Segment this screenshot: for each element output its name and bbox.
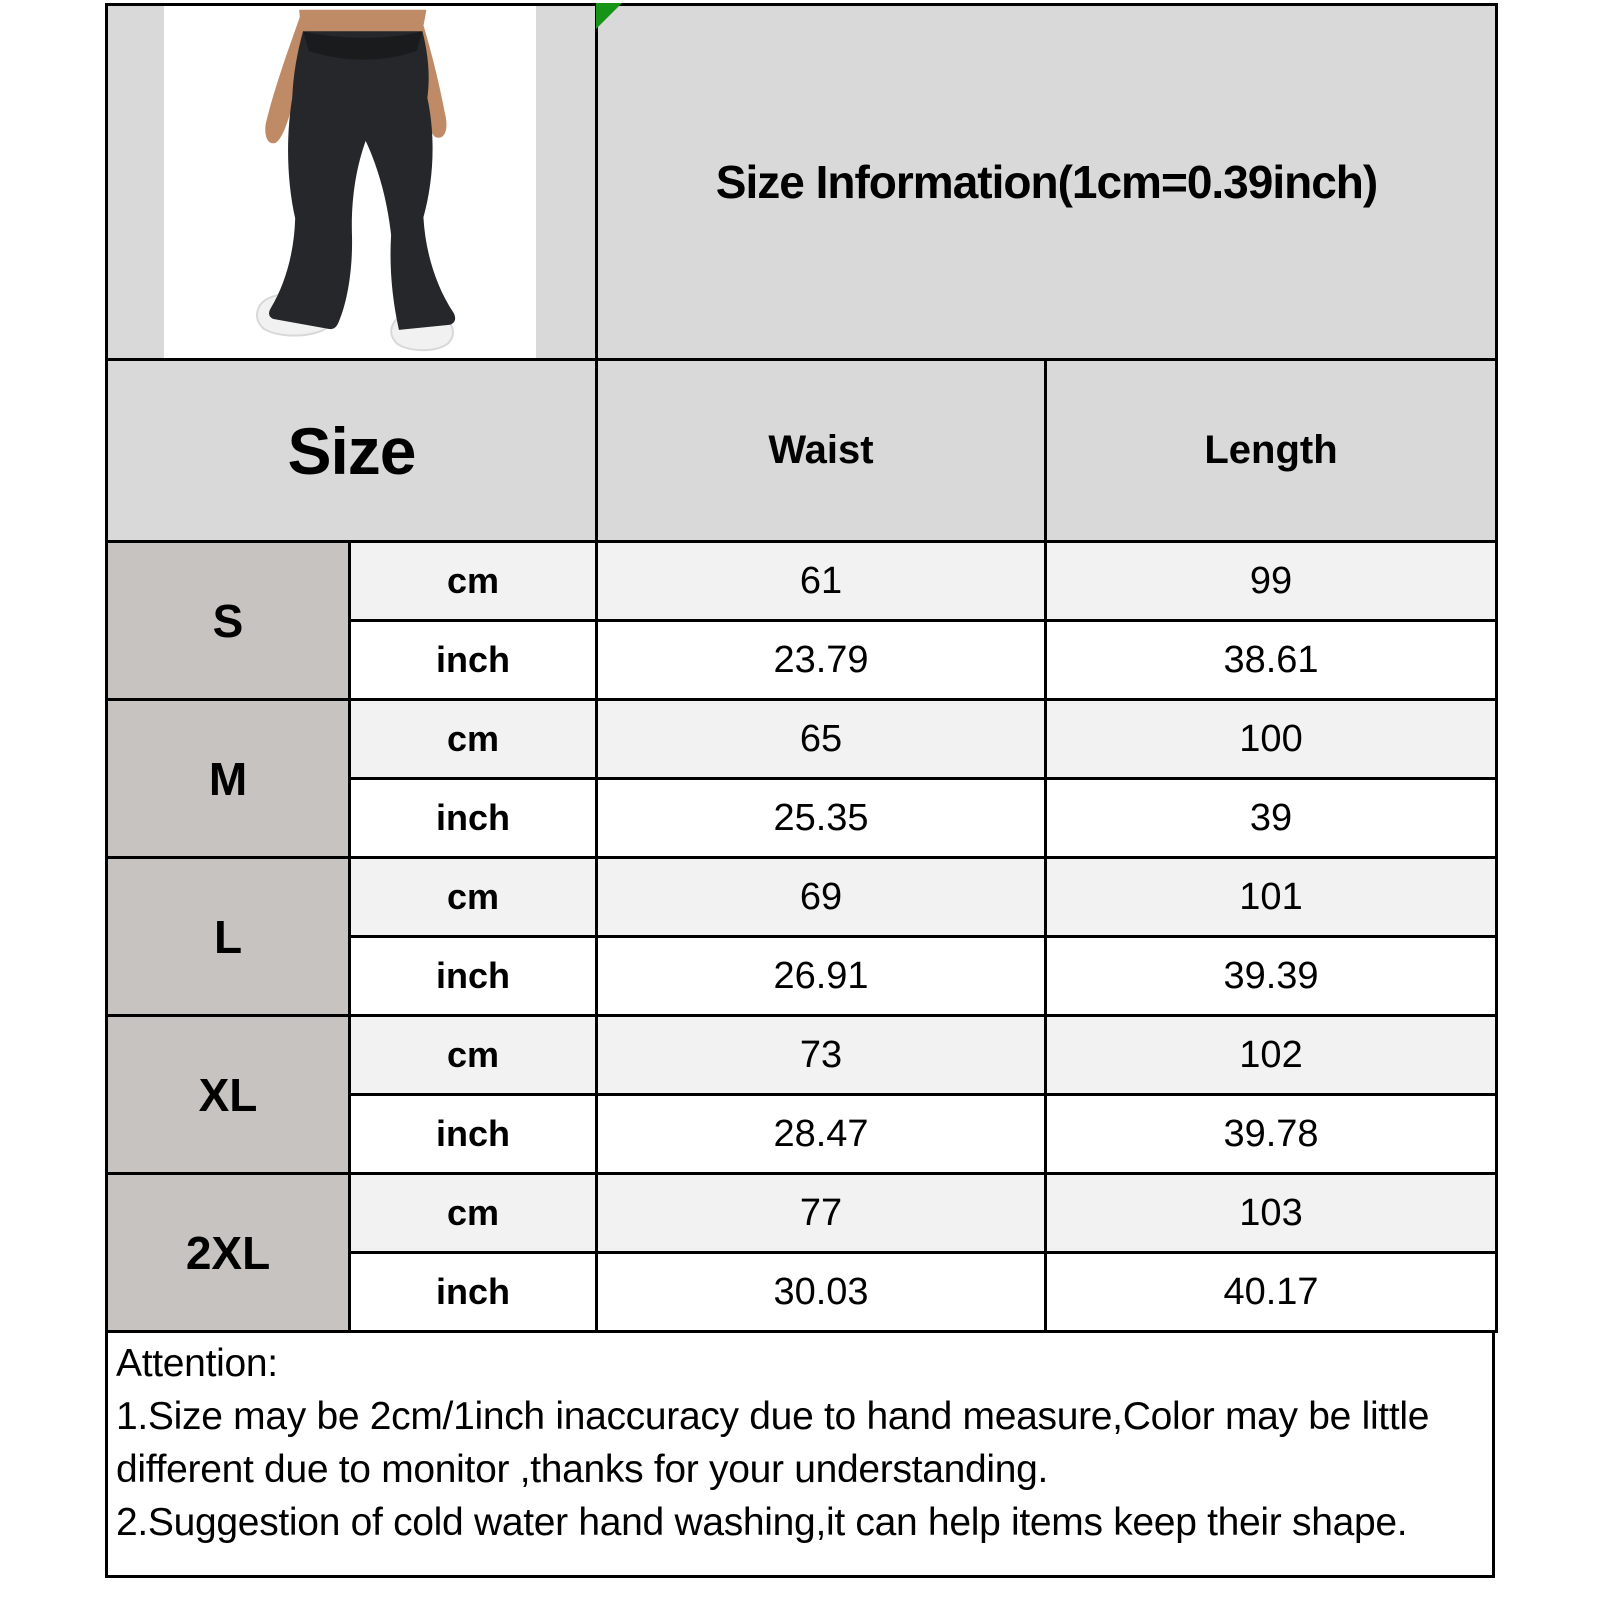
unit-label-cm: cm <box>350 858 597 937</box>
waist-cm-value: 61 <box>597 542 1046 621</box>
length-cm-value: 100 <box>1046 700 1497 779</box>
waist-cm-value: 73 <box>597 1016 1046 1095</box>
unit-label-inch: inch <box>350 1095 597 1174</box>
size-chart-table <box>105 3 1498 1333</box>
attention-note-2: 2.Suggestion of cold water hand washing,it can help items keep their shape. <box>116 1501 1408 1545</box>
green-triangle-marker-icon <box>596 3 622 29</box>
title-cell <box>597 5 1497 360</box>
size-label-m: M <box>107 700 350 858</box>
waist-cm-value: 69 <box>597 858 1046 937</box>
attention-heading: Attention: <box>116 1342 278 1385</box>
length-inch-value: 38.61 <box>1046 621 1497 700</box>
header-row <box>107 360 1497 542</box>
column-header-waist: Waist <box>597 360 1046 542</box>
length-inch-value: 39.39 <box>1046 937 1497 1016</box>
length-inch-value: 39 <box>1046 779 1497 858</box>
length-cm-value: 101 <box>1046 858 1497 937</box>
unit-label-inch: inch <box>350 779 597 858</box>
size-info-title: Size Information(1cm=0.39inch) <box>715 156 1378 208</box>
size-label-l: L <box>107 858 350 1016</box>
waist-cm-value: 65 <box>597 700 1046 779</box>
top-row <box>107 5 1497 360</box>
length-cm-value: 99 <box>1046 542 1497 621</box>
flare-leggings-illustration <box>164 6 536 358</box>
waist-inch-value: 26.91 <box>597 937 1046 1016</box>
attention-note-1: 1.Size may be 2cm/1inch inaccuracy due to hand measure,Color may be little different due to monitor ,thanks for your understanding. <box>116 1395 1430 1492</box>
size-label-s: S <box>107 542 350 700</box>
length-inch-value: 40.17 <box>1046 1253 1497 1332</box>
waist-inch-value: 28.47 <box>597 1095 1046 1174</box>
unit-label-inch: inch <box>350 937 597 1016</box>
waist-inch-value: 23.79 <box>597 621 1046 700</box>
table-row-s-cm <box>107 542 1497 621</box>
waist-inch-value: 30.03 <box>597 1253 1046 1332</box>
length-inch-value: 39.78 <box>1046 1095 1497 1174</box>
attention-section <box>105 1333 1495 1578</box>
unit-label-cm: cm <box>350 542 597 621</box>
waist-inch-value: 25.35 <box>597 779 1046 858</box>
length-cm-value: 102 <box>1046 1016 1497 1095</box>
unit-label-cm: cm <box>350 1174 597 1253</box>
column-header-size: Size <box>107 360 597 542</box>
table-row-xl-cm <box>107 1016 1497 1095</box>
product-image-cell <box>107 5 597 360</box>
table-row-l-cm <box>107 858 1497 937</box>
unit-label-inch: inch <box>350 1253 597 1332</box>
unit-label-cm: cm <box>350 1016 597 1095</box>
table-row-2xl-cm <box>107 1174 1497 1253</box>
size-chart-page <box>105 3 1495 1578</box>
table-row-m-cm <box>107 700 1497 779</box>
unit-label-cm: cm <box>350 700 597 779</box>
size-label-2xl: 2XL <box>107 1174 350 1332</box>
size-label-xl: XL <box>107 1016 350 1174</box>
waist-cm-value: 77 <box>597 1174 1046 1253</box>
length-cm-value: 103 <box>1046 1174 1497 1253</box>
product-photo <box>164 6 536 358</box>
column-header-length: Length <box>1046 360 1497 542</box>
unit-label-inch: inch <box>350 621 597 700</box>
